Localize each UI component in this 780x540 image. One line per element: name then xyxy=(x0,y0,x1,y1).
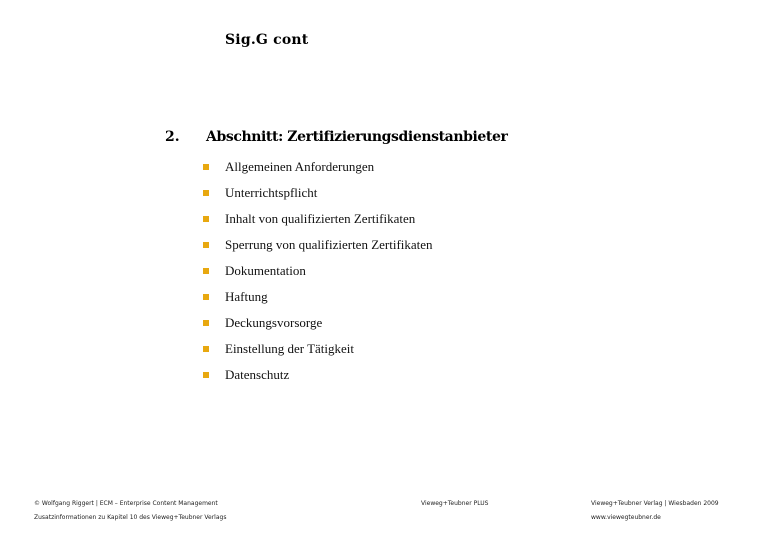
square-bullet-icon xyxy=(203,216,209,222)
footer-publisher-line: Vieweg+Teubner Verlag | Wiesbaden 2009 xyxy=(591,500,719,507)
list-item xyxy=(203,258,433,284)
list-item-label: Datenschutz xyxy=(225,367,290,382)
list-item-label: Allgemeinen Anforderungen xyxy=(225,159,375,174)
list-item-label: Unterrichtspflicht xyxy=(225,185,318,200)
list-item-label: Haftung xyxy=(225,289,268,304)
bullet-list xyxy=(203,154,433,388)
footer-copyright-line: © Wolfgang Riggert | ECM – Enterprise Content Management xyxy=(34,500,218,507)
square-bullet-icon xyxy=(203,320,209,326)
list-item-label: Sperrung von qualifizierten Zertifikaten xyxy=(225,237,433,252)
list-item xyxy=(203,336,433,362)
square-bullet-icon xyxy=(203,372,209,378)
list-item-label: Inhalt von qualifizierten Zertifikaten xyxy=(225,211,416,226)
list-item xyxy=(203,362,433,388)
list-item xyxy=(203,206,433,232)
list-item xyxy=(203,180,433,206)
list-item xyxy=(203,310,433,336)
footer-info-line: Zusatzinformationen zu Kapitel 10 des Vieweg+Teubner Verlags xyxy=(34,514,227,521)
square-bullet-icon xyxy=(203,268,209,274)
footer-center xyxy=(421,497,488,511)
section-number: 2. xyxy=(165,129,180,145)
footer-copyright xyxy=(34,497,226,525)
footer-publisher xyxy=(591,497,719,525)
footer-brand: Vieweg+Teubner PLUS xyxy=(421,500,489,507)
list-item xyxy=(203,154,433,180)
list-item-label: Einstellung der Tätigkeit xyxy=(225,341,355,356)
list-item-label: Dokumentation xyxy=(225,263,306,278)
section-heading: Abschnitt: Zertifizierungsdienstanbieter xyxy=(206,129,508,145)
square-bullet-icon xyxy=(203,346,209,352)
square-bullet-icon xyxy=(203,242,209,248)
list-item-label: Deckungsvorsorge xyxy=(225,315,323,330)
list-item xyxy=(203,232,433,258)
list-item xyxy=(203,284,433,310)
footer-website-link[interactable]: www.viewegteubner.de xyxy=(591,514,661,521)
square-bullet-icon xyxy=(203,190,209,196)
slide-title: Sig.G cont xyxy=(225,32,309,48)
square-bullet-icon xyxy=(203,164,209,170)
square-bullet-icon xyxy=(203,294,209,300)
